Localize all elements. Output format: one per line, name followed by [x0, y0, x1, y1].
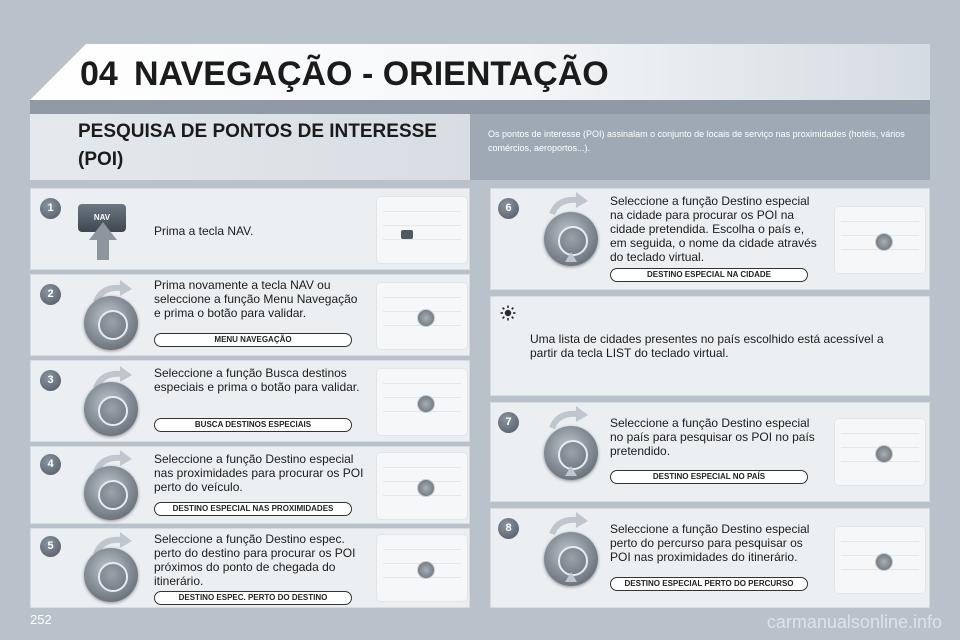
page-number: 252	[30, 612, 52, 627]
sun-tip-icon	[500, 305, 516, 321]
section-description: Os pontos de interesse (POI) assinalam o conjunto de locais de serviço nas proximidades (hotéis, vários comércios, aeroportos...).	[488, 129, 905, 153]
step-text-5: Seleccione a função Destino espec. perto do destino para procurar os POI próximos do ponto de chegada do itinerário.	[154, 532, 356, 588]
press-arrow-shaft	[97, 240, 109, 260]
header-fold	[30, 44, 86, 100]
dial-highlight	[417, 561, 435, 579]
radio-panel-icon	[834, 526, 926, 594]
step-text-1: Prima a tecla NAV.	[154, 224, 254, 238]
rotary-knob-icon	[84, 466, 138, 520]
nav-key-icon: NAV	[78, 204, 126, 232]
step-number-4: 4	[40, 454, 61, 475]
tip-text: Uma lista de cidades presentes no país escolhido está acessível a partir da tecla LIST do teclado virtual.	[530, 332, 884, 360]
step-number-3: 3	[40, 370, 61, 391]
step-number-6: 6	[498, 198, 519, 219]
radio-panel-icon	[376, 534, 468, 602]
menu-label-4: DESTINO ESPECIAL NAS PROXIMIDADES	[154, 502, 352, 516]
step-text-4: Seleccione a função Destino especial nas proximidades para procurar os POI perto do veículo.	[154, 452, 364, 494]
radio-panel-icon	[376, 368, 468, 436]
dial-highlight	[417, 395, 435, 413]
dial-highlight	[875, 553, 893, 571]
step-number-5: 5	[40, 536, 61, 557]
radio-panel-icon	[376, 282, 468, 350]
step-text-6: Seleccione a função Destino especial na cidade para procurar os POI na cidade pretendida. Escolha o país e, em seguida, o nome da cidade através do teclado virtual.	[610, 194, 817, 264]
step-number-2: 2	[40, 284, 61, 305]
press-arrow-icon	[89, 222, 117, 240]
rotary-knob-icon	[84, 548, 138, 602]
step-number-8: 8	[498, 518, 519, 539]
step-number-7: 7	[498, 412, 519, 433]
menu-label-6: DESTINO ESPECIAL NA CIDADE	[610, 268, 808, 282]
step-number-1: 1	[40, 198, 61, 219]
nav-button-highlight	[401, 230, 413, 239]
dial-highlight	[417, 479, 435, 497]
chapter-title: NAVEGAÇÃO - ORIENTAÇÃO	[134, 55, 609, 93]
step-text-8: Seleccione a função Destino especial perto do percurso para pesquisar os POI nas proximidades do itinerário.	[610, 522, 810, 564]
section-title: PESQUISA DE PONTOS DE INTERESSE (POI)	[78, 121, 437, 170]
step-text-2: Prima novamente a tecla NAV ou seleccione a função Menu Navegação e prima o botão para validar.	[154, 278, 358, 320]
radio-panel-icon	[376, 452, 468, 520]
rotary-knob-icon	[84, 296, 138, 350]
menu-label-2: MENU NAVEGAÇÃO	[154, 333, 352, 347]
step-text-3: Seleccione a função Busca destinos especiais e prima o botão para validar.	[154, 366, 360, 394]
radio-panel-icon	[834, 206, 926, 274]
header-underline	[30, 100, 930, 114]
chapter-number: 04	[80, 55, 118, 93]
dial-highlight	[875, 233, 893, 251]
push-arrow-icon	[565, 466, 577, 476]
watermark: carmanualsonline.info	[766, 612, 942, 632]
dial-highlight	[875, 445, 893, 463]
radio-panel-icon	[834, 418, 926, 486]
menu-label-5: DESTINO ESPEC. PERTO DO DESTINO	[154, 591, 352, 605]
radio-panel-icon	[376, 196, 468, 264]
dial-highlight	[417, 309, 435, 327]
menu-label-8: DESTINO ESPECIAL PERTO DO PERCURSO	[610, 577, 808, 591]
menu-label-3: BUSCA DESTINOS ESPECIAIS	[154, 418, 352, 432]
rotary-knob-icon	[84, 382, 138, 436]
push-arrow-icon	[565, 572, 577, 582]
push-arrow-icon	[565, 252, 577, 262]
step-text-7: Seleccione a função Destino especial no país para pesquisar os POI no país pretendido.	[610, 416, 815, 458]
menu-label-7: DESTINO ESPECIAL NO PAÍS	[610, 470, 808, 484]
